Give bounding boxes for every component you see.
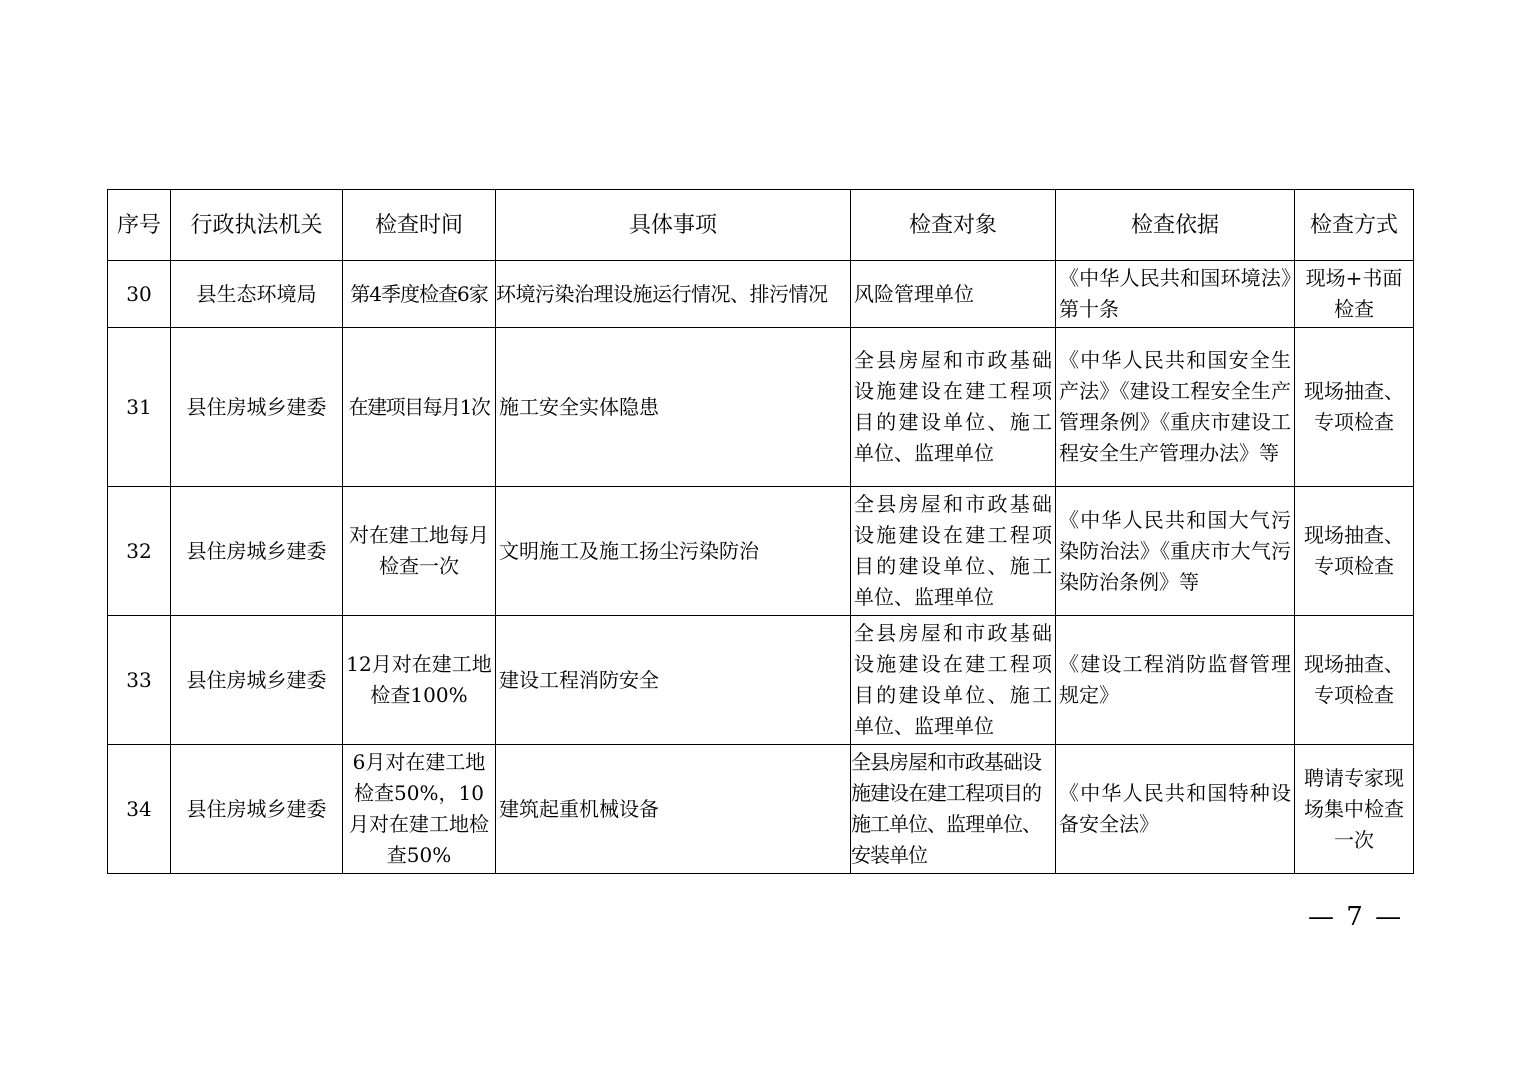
cell-method: 现场抽查、专项检查 [1295, 487, 1414, 616]
cell-object: 风险管理单位 [851, 261, 1056, 328]
cell-basis: 《中华人民共和国大气污染防治法》《重庆市大气污染防治条例》等 [1056, 487, 1295, 616]
cell-time: 在建项目每月1次 [343, 328, 496, 487]
table-row [108, 487, 1414, 616]
header-specific-item: 具体事项 [496, 190, 851, 261]
header-inspection-method: 检查方式 [1295, 190, 1414, 261]
cell-object: 全县房屋和市政基础设施建设在建工程项目的建设单位、施工单位、监理单位 [851, 616, 1056, 745]
cell-basis: 《中华人民共和国特种设备安全法》 [1056, 745, 1295, 874]
cell-agency: 县生态环境局 [171, 261, 343, 328]
cell-time: 第4季度检查6家 [343, 261, 496, 328]
cell-serial-number: 30 [108, 261, 171, 328]
header-inspection-object: 检查对象 [851, 190, 1056, 261]
header-enforcement-agency: 行政执法机关 [171, 190, 343, 261]
cell-serial-number: 34 [108, 745, 171, 874]
header-inspection-basis: 检查依据 [1056, 190, 1295, 261]
table-row [108, 261, 1414, 328]
cell-basis: 《中华人民共和国环境法》第十条 [1056, 261, 1295, 328]
cell-basis: 《中华人民共和国安全生产法》《建设工程安全生产管理条例》《重庆市建设工程安全生产管理办法》等 [1056, 328, 1295, 487]
cell-agency: 县住房城乡建委 [171, 487, 343, 616]
inspection-table [107, 189, 1414, 874]
cell-item: 环境污染治理设施运行情况、排污情况 [496, 261, 851, 328]
cell-method: 现场+书面检查 [1295, 261, 1414, 328]
cell-time: 6月对在建工地检查50%，10月对在建工地检查50% [343, 745, 496, 874]
cell-time: 对在建工地每月检查一次 [343, 487, 496, 616]
table-row [108, 616, 1414, 745]
cell-object: 全县房屋和市政基础设施建设在建工程项目的施工单位、监理单位、安装单位 [851, 745, 1056, 874]
cell-agency: 县住房城乡建委 [171, 616, 343, 745]
table-header-row [108, 190, 1414, 261]
cell-item: 建筑起重机械设备 [496, 745, 851, 874]
cell-agency: 县住房城乡建委 [171, 745, 343, 874]
cell-serial-number: 31 [108, 328, 171, 487]
cell-serial-number: 32 [108, 487, 171, 616]
cell-object: 全县房屋和市政基础设施建设在建工程项目的建设单位、施工单位、监理单位 [851, 487, 1056, 616]
cell-item: 建设工程消防安全 [496, 616, 851, 745]
cell-method: 聘请专家现场集中检查一次 [1295, 745, 1414, 874]
cell-agency: 县住房城乡建委 [171, 328, 343, 487]
cell-time: 12月对在建工地检查100% [343, 616, 496, 745]
cell-serial-number: 33 [108, 616, 171, 745]
cell-basis: 《建设工程消防监督管理规定》 [1056, 616, 1295, 745]
cell-method: 现场抽查、专项检查 [1295, 616, 1414, 745]
header-serial-number: 序号 [108, 190, 171, 261]
table-row [108, 328, 1414, 487]
table-row [108, 745, 1414, 874]
page-number: — 7 — [1308, 902, 1404, 932]
cell-item: 文明施工及施工扬尘污染防治 [496, 487, 851, 616]
cell-item: 施工安全实体隐患 [496, 328, 851, 487]
header-inspection-time: 检查时间 [343, 190, 496, 261]
cell-object: 全县房屋和市政基础设施建设在建工程项目的建设单位、施工单位、监理单位 [851, 328, 1056, 487]
cell-method: 现场抽查、专项检查 [1295, 328, 1414, 487]
